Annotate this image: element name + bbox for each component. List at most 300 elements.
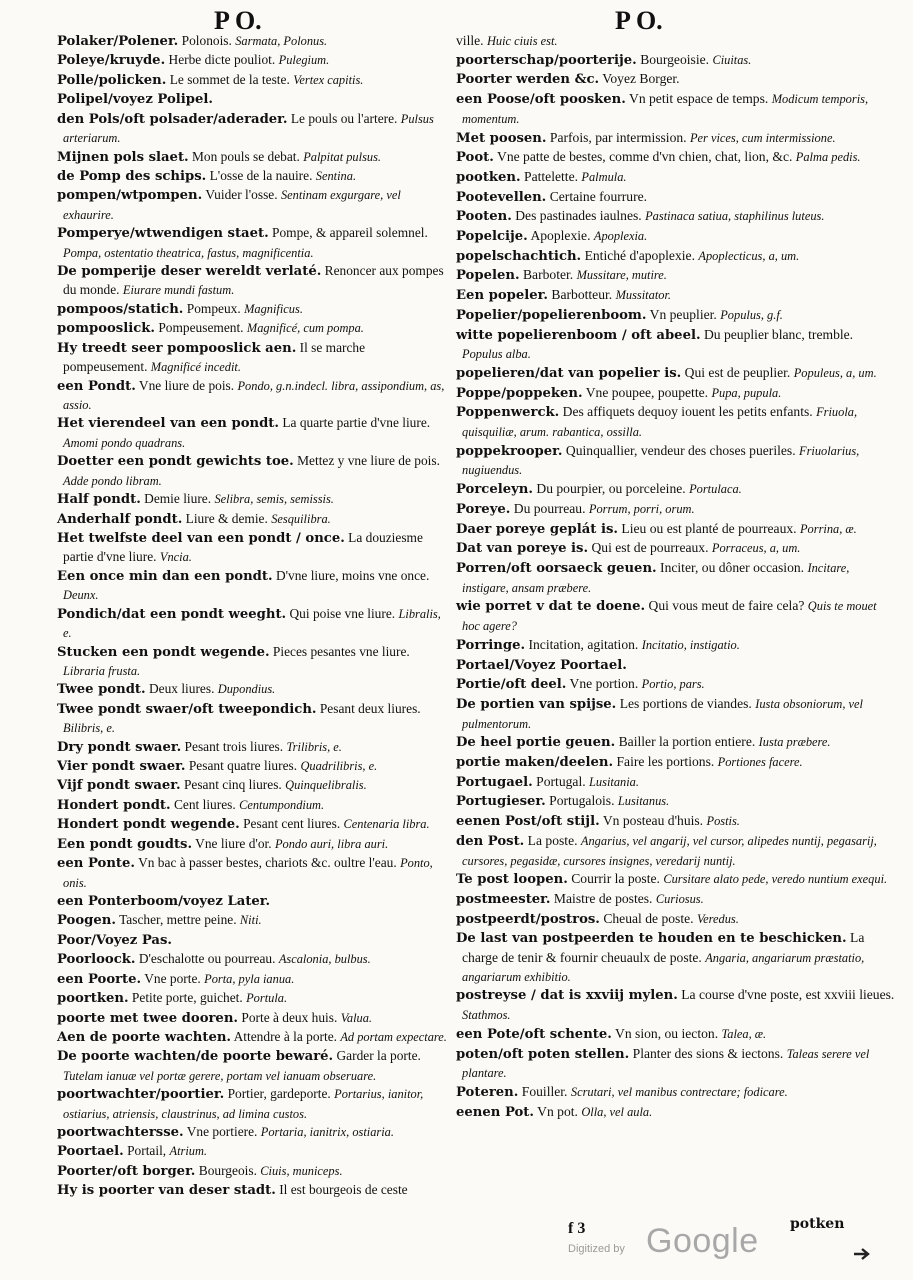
dictionary-entry xyxy=(57,32,450,51)
latin-gloss: Olla, vel aula. xyxy=(581,1104,653,1119)
french-gloss: Cheual de poste. xyxy=(603,910,694,926)
dictionary-entry xyxy=(57,989,450,1008)
dictionary-entry xyxy=(57,1009,450,1028)
latin-gloss: Ad portam expectare. xyxy=(340,1029,447,1044)
latin-gloss: Vertex capitis. xyxy=(293,72,364,87)
headword: Poot. xyxy=(456,150,494,166)
latin-gloss: Porraceus, a, um. xyxy=(711,541,801,556)
headword: Doetter een pondt gewichts toe. xyxy=(57,454,294,470)
latin-gloss: Portio, pars. xyxy=(641,677,705,692)
latin-gloss: Apoplexia. xyxy=(593,229,648,244)
latin-gloss: Magnificé incedit. xyxy=(150,360,241,375)
french-gloss: Vn pot. xyxy=(537,1103,578,1119)
latin-gloss: Pulegium. xyxy=(278,53,330,68)
page-footer xyxy=(0,1216,913,1276)
french-gloss: La douziesme partie d'vne liure. xyxy=(63,529,423,565)
french-gloss: Pompeux. xyxy=(186,300,241,316)
headword: Twee pondt. xyxy=(57,682,146,698)
dictionary-entry xyxy=(456,656,896,676)
dictionary-entry xyxy=(456,695,896,733)
headword: De heel portie geuen. xyxy=(456,735,616,751)
latin-gloss: Porta, pyla ianua. xyxy=(204,971,295,986)
latin-gloss: Incitare, instigare, ansam præbere. xyxy=(462,560,850,595)
latin-gloss: Bilibris, e. xyxy=(63,721,115,736)
headword: Poorloock. xyxy=(57,952,136,968)
headword: Hy treedt seer pompooslick aen. xyxy=(57,340,297,356)
french-gloss: Vne portiere. xyxy=(186,1124,258,1140)
dictionary-entry xyxy=(456,539,896,559)
dictionary-entry xyxy=(456,753,896,773)
french-gloss: Le sommet de la teste. xyxy=(169,71,290,87)
dictionary-entry xyxy=(456,247,896,267)
latin-gloss: Centenaria libra. xyxy=(343,817,430,832)
arrow-icon xyxy=(852,1244,872,1264)
dictionary-entry xyxy=(456,364,896,384)
french-gloss: Porte à deux huis. xyxy=(241,1009,338,1025)
dictionary-entry xyxy=(57,911,450,930)
dictionary-entry xyxy=(57,931,450,950)
french-gloss: Certaine fourrure. xyxy=(549,188,648,204)
dictionary-entry xyxy=(57,892,450,911)
latin-gloss: Palpitat pulsus. xyxy=(303,149,382,164)
headword: Pootevellen. xyxy=(456,189,547,205)
latin-gloss: Eiurare mundi fastum. xyxy=(122,283,235,298)
dictionary-entry xyxy=(57,950,450,969)
dictionary-entry xyxy=(456,597,896,635)
latin-gloss: Trilibris, e. xyxy=(286,739,342,754)
dictionary-entry xyxy=(456,51,896,71)
dictionary-entry xyxy=(456,90,896,128)
dictionary-entry xyxy=(456,188,896,208)
dictionary-entry xyxy=(57,300,450,319)
latin-gloss: Cursitare alato pede, veredo nuntium exequi. xyxy=(663,872,888,887)
french-gloss: Herbe dicte pouliot. xyxy=(168,52,276,68)
french-gloss: Pieces pesantes vne liure. xyxy=(272,643,410,659)
french-gloss: Qui poise vne liure. xyxy=(289,605,396,621)
dictionary-entry xyxy=(456,306,896,326)
headword: Poppe/poppeken. xyxy=(456,385,583,401)
french-gloss: Vuider l'osse. xyxy=(205,187,278,203)
signature-mark: f 3 xyxy=(568,1220,586,1237)
dictionary-entry xyxy=(456,480,896,500)
headword: Met poosen. xyxy=(456,130,547,146)
latin-gloss: Niti. xyxy=(239,913,262,928)
latin-gloss: Libraria frusta. xyxy=(63,663,141,678)
dictionary-entry xyxy=(456,168,896,188)
french-gloss: Vne portion. xyxy=(569,676,639,692)
dictionary-entry xyxy=(57,1162,450,1181)
headword: den Post. xyxy=(456,833,525,849)
headword: Poteren. xyxy=(456,1084,519,1100)
french-gloss: La charge de tenir & fournir cheuaulx de poste. xyxy=(462,930,865,966)
french-gloss: La quarte partie d'vne liure. xyxy=(282,415,431,431)
headword: Te post loopen. xyxy=(456,872,568,888)
headword: Hondert pondt. xyxy=(57,797,171,813)
french-gloss: Pesant trois liures. xyxy=(184,738,284,754)
latin-gloss: Ponto, onis. xyxy=(63,856,433,890)
headword: een Ponte. xyxy=(57,856,135,872)
dictionary-entry xyxy=(57,186,450,224)
french-gloss: Bailler la portion entiere. xyxy=(618,734,756,750)
latin-gloss: Ciuitas. xyxy=(712,52,752,67)
latin-gloss: Lusitanus. xyxy=(617,794,670,809)
running-head-right: P O. xyxy=(615,6,663,35)
dictionary-entry xyxy=(456,812,896,832)
latin-gloss: Vncia. xyxy=(159,550,192,565)
french-gloss: D'vne liure, moins vne once. xyxy=(275,567,430,583)
headword: Pooten. xyxy=(456,209,512,225)
headword: popelschachtich. xyxy=(456,248,582,264)
latin-gloss: Friuolarius, nugiuendus. xyxy=(462,443,860,478)
dictionary-entry xyxy=(456,910,896,930)
headword: postreyse / dat is xxviij mylen. xyxy=(456,988,678,1004)
french-gloss: Cent liures. xyxy=(173,796,236,812)
french-gloss: Deux liures. xyxy=(148,681,215,697)
headword: Half pondt. xyxy=(57,492,141,508)
dictionary-entry xyxy=(57,776,450,795)
dictionary-entry xyxy=(57,1028,450,1047)
french-gloss: Pompe, & appareil solemnel. xyxy=(272,225,428,241)
dictionary-entry xyxy=(456,442,896,480)
dictionary-entry xyxy=(57,1181,450,1200)
headword: Porren/oft oorsaeck geuen. xyxy=(456,560,657,576)
latin-gloss: Selibra, semis, semissis. xyxy=(214,492,334,507)
latin-gloss: Adde pondo libram. xyxy=(63,473,162,488)
latin-gloss: Stathmos. xyxy=(462,1008,511,1023)
dictionary-entry xyxy=(57,262,450,300)
french-gloss: Quinquallier, vendeur des choses pueriles. xyxy=(565,442,796,458)
headword: Poogen. xyxy=(57,913,116,929)
headword: een Pote/oft schente. xyxy=(456,1026,612,1042)
french-gloss: Demie liure. xyxy=(144,491,212,507)
french-gloss: Pesant quatre liures. xyxy=(188,758,298,774)
headword: Poor/Voyez Pas. xyxy=(57,932,172,948)
dictionary-entry xyxy=(456,986,896,1024)
dictionary-entry xyxy=(456,520,896,540)
french-gloss: Pompeusement. xyxy=(158,320,244,336)
dictionary-entry xyxy=(456,559,896,597)
dictionary-entry xyxy=(57,1047,450,1085)
latin-gloss: Per vices, cum intermissione. xyxy=(689,130,836,145)
latin-gloss: Veredus. xyxy=(696,911,739,926)
latin-gloss: Lusitania. xyxy=(589,774,639,789)
latin-gloss: Pastinaca satiua, staphilinus luteus. xyxy=(645,209,825,224)
headword: pompen/wtpompen. xyxy=(57,188,203,204)
headword: Twee pondt swaer/oft tweepondich. xyxy=(57,701,317,717)
dictionary-entry xyxy=(456,832,896,870)
french-gloss: Qui vous meut de faire cela? xyxy=(648,598,805,614)
dictionary-entry xyxy=(456,326,896,364)
latin-gloss: Taleas serere vel plantare. xyxy=(462,1046,870,1081)
latin-gloss: Angaria, angariarum præstatio, angariarum exhibitio. xyxy=(462,951,865,984)
catchword: potken xyxy=(790,1216,845,1232)
dictionary-entry xyxy=(57,757,450,776)
french-gloss: La course d'vne poste, est xxviii lieues. xyxy=(681,987,895,1003)
headword: een Pondt. xyxy=(57,378,136,394)
headword: Portael/Voyez Poortael. xyxy=(456,657,627,673)
french-gloss: Voyez Borger. xyxy=(602,71,680,87)
headword: Polaker/Polener. xyxy=(57,34,179,49)
dictionary-entry xyxy=(456,286,896,306)
headword: Mijnen pols slaet. xyxy=(57,149,189,165)
french-gloss: Vn petit espace de temps. xyxy=(629,91,769,107)
headword: Polle/policken. xyxy=(57,72,167,88)
dictionary-entry xyxy=(57,224,450,262)
dictionary-entry xyxy=(57,643,450,681)
latin-gloss: Amomi pondo quadrans. xyxy=(63,435,186,450)
french-gloss: Courrir la poste. xyxy=(571,871,660,887)
french-gloss: Polonois. xyxy=(181,33,232,48)
french-gloss: Portugalois. xyxy=(549,793,615,809)
latin-gloss: Portaria, ianitrix, ostiaria. xyxy=(260,1125,394,1140)
dictionary-entry xyxy=(57,835,450,854)
headword: Polipel/voyez Polipel. xyxy=(57,92,213,108)
latin-gloss: Porrum, porri, orum. xyxy=(588,501,695,516)
dictionary-entry xyxy=(456,207,896,227)
headword: Een once min dan een pondt. xyxy=(57,568,273,584)
french-gloss: Qui est de pourreaux. xyxy=(591,540,709,556)
headword: Anderhalf pondt. xyxy=(57,511,183,527)
french-gloss: Portail, xyxy=(127,1143,167,1159)
latin-gloss: Quadrilibris, e. xyxy=(300,759,378,774)
dictionary-entry xyxy=(456,129,896,149)
headword: Poleye/kruyde. xyxy=(57,53,166,69)
headword: De pomperije deser wereldt verlaté. xyxy=(57,264,322,280)
latin-gloss: Sesquilibra. xyxy=(271,511,331,526)
headword: wie porret v dat te doene. xyxy=(456,599,646,615)
headword: poortwachtersse. xyxy=(57,1125,184,1141)
headword: poorte met twee dooren. xyxy=(57,1010,239,1026)
french-gloss: Du pourreau. xyxy=(513,500,586,516)
french-gloss: ville. xyxy=(456,33,484,48)
headword: Het twelfste deel van een pondt / once. xyxy=(57,530,345,546)
headword: Hy is poorter van deser stadt. xyxy=(57,1183,276,1199)
dictionary-entry xyxy=(456,1083,896,1103)
french-gloss: Du pourpier, ou porceleine. xyxy=(536,481,686,497)
french-gloss: Incitation, agitation. xyxy=(528,636,639,652)
latin-gloss: Scrutari, vel manibus contrectare; fodicare. xyxy=(570,1084,788,1099)
dictionary-entry xyxy=(57,490,450,509)
latin-gloss: Pompa, ostentatio theatrica, fastus, magnificentia. xyxy=(63,245,314,260)
headword: eenen Pot. xyxy=(456,1104,534,1120)
dictionary-entry xyxy=(456,929,896,986)
headword: eenen Post/oft stijl. xyxy=(456,814,600,830)
latin-gloss: Dupondius. xyxy=(217,682,276,697)
french-gloss: Liure & demie. xyxy=(185,510,268,526)
french-gloss: Fouiller. xyxy=(521,1083,568,1099)
french-gloss: Portier, gardeporte. xyxy=(227,1086,331,1102)
french-gloss: Des affiquets dequoy iouent les petits enfants. xyxy=(562,404,813,420)
french-gloss: Il est bourgeois de ceste xyxy=(279,1182,408,1198)
latin-gloss: Portiones facere. xyxy=(717,755,803,770)
latin-gloss: Sentina. xyxy=(315,168,357,183)
dictionary-entry xyxy=(57,51,450,70)
dictionary-entry xyxy=(57,700,450,738)
french-gloss: Vne poupee, poupette. xyxy=(585,384,709,400)
latin-gloss: Talea, æ. xyxy=(721,1026,767,1041)
left-column xyxy=(57,32,450,1201)
headword: een Poose/oft poosken. xyxy=(456,92,626,108)
french-gloss: Vne liure de pois. xyxy=(138,377,235,393)
french-gloss: Renoncer aux pompes du monde. xyxy=(63,263,444,298)
latin-gloss: Populus alba. xyxy=(462,347,531,362)
french-gloss: Maistre de postes. xyxy=(553,890,653,906)
latin-gloss: Palma pedis. xyxy=(795,150,861,165)
dictionary-entry xyxy=(57,319,450,338)
dictionary-entry xyxy=(57,567,450,605)
dictionary-entry xyxy=(57,148,450,167)
french-gloss: Vne patte de bestes, comme d'vn chien, chat, lion, &c. xyxy=(497,149,793,165)
headword: pompooslick. xyxy=(57,321,155,337)
google-watermark: Google xyxy=(646,1222,759,1260)
french-gloss: Portugal. xyxy=(536,773,586,789)
french-gloss: Planter des sions & iectons. xyxy=(632,1045,784,1061)
dictionary-entry xyxy=(456,1045,896,1083)
french-gloss: Les portions de viandes. xyxy=(619,695,752,711)
latin-gloss: Mussitator. xyxy=(615,288,672,303)
french-gloss: D'eschalotte ou pourreau. xyxy=(138,951,276,967)
dictionary-entry xyxy=(57,529,450,567)
french-gloss: Bourgeois. xyxy=(198,1162,257,1178)
latin-gloss: Quinquelibralis. xyxy=(285,778,367,793)
french-gloss: Barboter. xyxy=(522,267,574,283)
french-gloss: Vn bac à passer bestes, chariots &c. oultre l'eau. xyxy=(138,855,397,871)
dictionary-entry xyxy=(57,452,450,490)
headword: poten/oft poten stellen. xyxy=(456,1046,630,1062)
french-gloss: Parfois, par intermission. xyxy=(549,129,687,145)
dictionary-entry xyxy=(456,32,896,51)
headword: Vijf pondt swaer. xyxy=(57,778,181,794)
dictionary-entry xyxy=(57,815,450,834)
latin-gloss: Mussitare, mutire. xyxy=(576,268,667,283)
french-gloss: Du peuplier blanc, tremble. xyxy=(703,326,854,342)
dictionary-entry xyxy=(57,854,450,892)
dictionary-entry xyxy=(57,377,450,415)
dictionary-entry xyxy=(456,266,896,286)
headword: De last van postpeerden te houden en te beschicken. xyxy=(456,931,847,947)
headword: poppekrooper. xyxy=(456,443,563,459)
french-gloss: Barbotteur. xyxy=(551,287,613,303)
headword: Poortael. xyxy=(57,1144,124,1160)
latin-gloss: Sentinam exgurgare, vel exhaurire. xyxy=(63,188,401,222)
french-gloss: Lieu ou est planté de pourreaux. xyxy=(621,520,797,536)
latin-gloss: Postis. xyxy=(706,814,740,829)
dictionary-entry xyxy=(456,500,896,520)
dictionary-entry xyxy=(57,414,450,452)
latin-gloss: Pondo, g.n.indecl. libra, assipondium, as, assio. xyxy=(63,378,445,413)
dictionary-entry xyxy=(57,738,450,757)
headword: Een popeler. xyxy=(456,288,548,304)
dictionary-entry xyxy=(456,227,896,247)
dictionary-entry xyxy=(57,510,450,529)
french-gloss: Des pastinades iaulnes. xyxy=(515,208,642,224)
headword: Poorter/oft borger. xyxy=(57,1163,196,1179)
headword: poorterschap/poorterije. xyxy=(456,52,637,68)
dictionary-entry xyxy=(456,1103,896,1123)
dictionary-entry xyxy=(456,733,896,753)
headword: Vier pondt swaer. xyxy=(57,759,186,775)
french-gloss: Petite porte, guichet. xyxy=(131,990,243,1006)
headword: een Poorte. xyxy=(57,971,142,987)
french-gloss: La poste. xyxy=(527,832,578,848)
headword: Hondert pondt wegende. xyxy=(57,817,240,833)
headword: postpeerdt/postros. xyxy=(456,911,600,927)
dictionary-entry xyxy=(456,773,896,793)
french-gloss: Il se marche pompeusement. xyxy=(63,339,366,375)
headword: een Ponterboom/voyez Later. xyxy=(57,893,271,909)
french-gloss: Pesant deux liures. xyxy=(319,700,421,716)
headword: Porceleyn. xyxy=(456,482,533,498)
latin-gloss: Pulsus arteriarum. xyxy=(63,111,434,146)
latin-gloss: Portula. xyxy=(246,991,288,1006)
latin-gloss: Ascalonia, bulbus. xyxy=(278,952,371,967)
latin-gloss: Angarius, vel angarij, vel cursor, alipedes nuntij, pegasarij, cursores, pegasidæ, cursores insignes, veredarij nuntij. xyxy=(462,833,877,868)
latin-gloss: Huic ciuis est. xyxy=(486,34,558,48)
dictionary-entry xyxy=(456,675,896,695)
digitized-by-label: Digitized by xyxy=(568,1243,625,1255)
dictionary-entry xyxy=(57,1123,450,1142)
headword: De portien van spijse. xyxy=(456,696,617,712)
headword: Portugael. xyxy=(456,774,533,790)
dictionary-entry xyxy=(57,796,450,815)
french-gloss: Pesant cinq liures. xyxy=(183,777,282,793)
dictionary-entry xyxy=(57,605,450,643)
headword: portie maken/deelen. xyxy=(456,755,614,771)
latin-gloss: Deunx. xyxy=(63,588,99,603)
latin-gloss: Ciuis, municeps. xyxy=(260,1163,343,1178)
dictionary-entry xyxy=(456,890,896,910)
dictionary-entry xyxy=(57,1142,450,1161)
french-gloss: Tascher, mettre peine. xyxy=(119,912,237,928)
headword: Porringe. xyxy=(456,637,526,653)
french-gloss: Vn peuplier. xyxy=(649,306,717,322)
french-gloss: Vn posteau d'huis. xyxy=(602,813,704,829)
headword: poortken. xyxy=(57,991,129,1007)
dictionary-entry xyxy=(456,384,896,404)
headword: den Pols/oft polsader/aderader. xyxy=(57,111,288,127)
latin-gloss: Sarmata, Polonus. xyxy=(235,34,328,48)
headword: Portie/oft deel. xyxy=(456,677,567,693)
latin-gloss: Portarius, ianitor, ostiarius, atriensis, claustrinus, ad limina custos. xyxy=(63,1087,424,1121)
latin-gloss: Libralis, e. xyxy=(63,606,441,641)
dictionary-entry xyxy=(57,167,450,186)
headword: popelieren/dat van popelier is. xyxy=(456,365,682,381)
headword: Dry pondt swaer. xyxy=(57,739,182,755)
headword: Popelen. xyxy=(456,268,520,284)
headword: Daer poreye geplát is. xyxy=(456,521,619,537)
headword: Popelier/popelierenboom. xyxy=(456,307,647,323)
dictionary-entry xyxy=(57,1085,450,1123)
french-gloss: Bourgeoisie. xyxy=(640,51,710,67)
latin-gloss: Iusta obsoniorum, vel pulmentorum. xyxy=(462,696,863,731)
headword: pootken. xyxy=(456,169,521,185)
headword: Poorter werden &c. xyxy=(456,72,600,88)
headword: poortwachter/poortier. xyxy=(57,1087,225,1103)
french-gloss: Pattelette. xyxy=(524,168,579,184)
headword: witte popelierenboom / oft abeel. xyxy=(456,327,701,343)
latin-gloss: Populus, g.f. xyxy=(720,307,783,322)
dictionary-entry xyxy=(456,70,896,90)
dictionary-entry xyxy=(57,970,450,989)
latin-gloss: Magnificus. xyxy=(244,301,303,316)
latin-gloss: Curiosus. xyxy=(655,891,704,906)
headword: pompoos/statich. xyxy=(57,301,184,317)
french-gloss: Entiché d'apoplexie. xyxy=(584,247,695,263)
french-gloss: Le pouls ou l'artere. xyxy=(290,110,398,126)
latin-gloss: Centumpondium. xyxy=(239,797,325,812)
dictionary-entry xyxy=(456,403,896,441)
french-gloss: Qui est de peuplier. xyxy=(684,364,791,380)
